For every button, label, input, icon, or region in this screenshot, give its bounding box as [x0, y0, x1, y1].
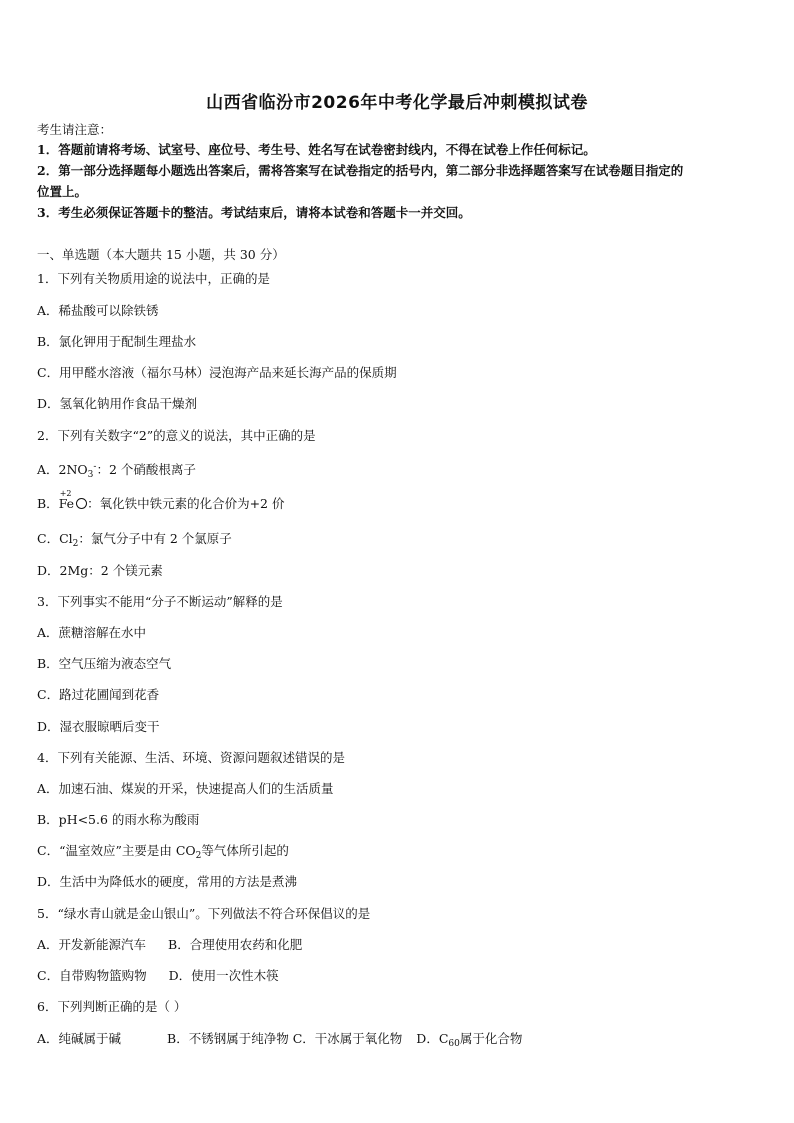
- q2-option-c: [37, 531, 232, 552]
- q3-option-a: A．蔗糖溶解在水中: [37, 625, 147, 640]
- q2-a-text: ：2 个硝酸根离子: [96, 462, 196, 477]
- notice-item-1: 1．答题前请将考场、试室号、座位号、考生号、姓名写在试卷密封线内，不得在试卷上作任何标记。: [37, 142, 596, 157]
- q2-b-element: Fe: [58, 496, 75, 511]
- q4-c-subscript: 2: [195, 851, 202, 861]
- q5-option-c: C．自带购物篮购物: [37, 968, 147, 983]
- q2-a-subscript: 3: [87, 470, 94, 480]
- notice-item-2-cont: 位置上。: [37, 184, 88, 199]
- q2-option-d: [37, 563, 163, 579]
- q4-c-pre: C．“温室效应”主要是由 CO: [37, 843, 196, 858]
- q6-d-subscript: 60: [448, 1039, 460, 1049]
- q6-options-row: [37, 1031, 522, 1052]
- q2-b-valence-symbol: [58, 489, 75, 512]
- q2-a-formula: 2NO: [58, 462, 88, 477]
- q5-stem: 5．“绿水青山就是金山银山”。下列做法不符合环保倡议的是: [37, 906, 371, 921]
- q4-c-post: 等气体所引起的: [201, 843, 289, 858]
- q4-option-d: D．生活中为降低水的硬度，常用的方法是煮沸: [37, 874, 298, 889]
- q5-options-row-1: [37, 937, 302, 953]
- page-title: 山西省临汾市2026年中考化学最后冲刺模拟试卷: [206, 93, 588, 113]
- q6-stem: 6．下列判断正确的是（ ）: [37, 999, 187, 1014]
- q2-d-label: D．: [37, 563, 60, 578]
- q1-option-a: A．稀盐酸可以除铁锈: [37, 303, 159, 318]
- notice-item-2: 2．第一部分选择题每小题选出答案后，需将答案写在试卷指定的括号内，第二部分非选择题答案写在试卷题目指定的: [37, 163, 684, 178]
- q4-stem: 4．下列有关能源、生活、环境、资源问题叙述错误的是: [37, 750, 345, 765]
- notice-heading: 考生请注意：: [37, 122, 113, 137]
- q2-option-a: [37, 459, 196, 483]
- q1-option-d: D．氢氧化钠用作食品干燥剂: [37, 396, 198, 411]
- q6-option-d-pre: D．C: [416, 1031, 449, 1046]
- q4-option-a: A．加速石油、煤炭的开采，快速提高人们的生活质量: [37, 781, 334, 796]
- q6-option-d-post: 属于化合物: [459, 1031, 523, 1046]
- q2-c-text: ：氯气分子中有 2 个氯原子: [78, 531, 232, 546]
- q2-c-formula: Cl: [59, 531, 73, 546]
- q2-c-subscript: 2: [72, 539, 79, 549]
- q1-option-c: C．用甲醛水溶液（福尔马林）浸泡海产品来延长海产品的保质期: [37, 365, 397, 380]
- q5-options-row-2: [37, 968, 279, 984]
- q2-b-label: B．: [37, 496, 59, 511]
- q3-stem: 3．下列事实不能用“分子不断运动”解释的是: [37, 594, 283, 609]
- q4-option-c: [37, 843, 289, 864]
- q3-option-b: B．空气压缩为液态空气: [37, 656, 172, 671]
- notice-item-3: 3．考生必须保证答题卡的整洁。考试结束后，请将本试卷和答题卡一并交回。: [37, 205, 471, 220]
- q1-option-b: B．氯化钾用于配制生理盐水: [37, 334, 197, 349]
- q2-option-b: [37, 489, 285, 512]
- q5-option-a: A．开发新能源汽车: [37, 937, 147, 952]
- q2-b-valence: +2: [59, 489, 72, 498]
- q6-option-a: A．纯碱属于碱: [37, 1031, 122, 1046]
- q2-d-formula: 2Mg: [59, 563, 89, 578]
- q1-stem: 1．下列有关物质用途的说法中，正确的是: [37, 271, 270, 286]
- q6-option-b: B．不锈钢属于纯净物: [167, 1031, 289, 1046]
- section-heading: 一、单选题（本大题共 15 小题，共 30 分）: [37, 247, 285, 262]
- q2-b-text: ：氧化铁中铁元素的化合价为+2 价: [87, 496, 285, 511]
- q4-option-b: B．pH<5.6 的雨水称为酸雨: [37, 812, 200, 827]
- q2-d-text: ：2 个镁元素: [88, 563, 163, 578]
- q2-c-label: C．: [37, 531, 60, 546]
- q2-a-label: A．: [37, 462, 59, 477]
- q3-option-d: D．湿衣服晾晒后变干: [37, 719, 160, 734]
- q5-option-d: D．使用一次性木筷: [168, 968, 279, 983]
- circle-icon: [76, 498, 87, 509]
- q2-stem: 2．下列有关数字“2”的意义的说法，其中正确的是: [37, 428, 316, 443]
- q6-option-c: C．干冰属于氧化物: [292, 1031, 403, 1046]
- q2-a-superscript: -: [93, 462, 97, 472]
- q5-option-b: B．合理使用农药和化肥: [168, 937, 303, 952]
- q3-option-c: C．路过花圃闻到花香: [37, 687, 160, 702]
